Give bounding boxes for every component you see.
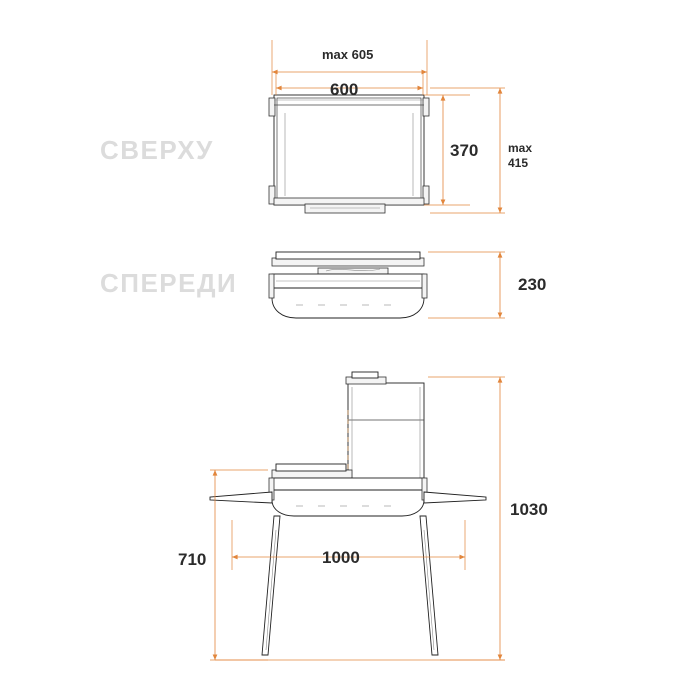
dim-stand-width: 1000 [322, 548, 360, 567]
dim-top-max-width: max 605 [322, 47, 374, 62]
front-view-geometry [269, 252, 427, 318]
view-label-top: СВЕРХУ [100, 135, 214, 165]
dim-top-depth: 370 [450, 141, 479, 160]
dim-top-max-depth-value: 415 [508, 156, 529, 170]
dim-stand-table-height: 710 [178, 550, 207, 569]
dim-top-width: 600 [330, 80, 359, 99]
view-label-front: СПЕРЕДИ [100, 268, 238, 298]
top-view-geometry [269, 95, 429, 213]
dim-top-max-depth-label: max [508, 141, 533, 155]
dim-stand-total-height: 1030 [510, 500, 548, 519]
stand-view-geometry [210, 372, 486, 655]
dim-front-height: 230 [518, 275, 547, 294]
front-view-dimensions [428, 252, 505, 318]
